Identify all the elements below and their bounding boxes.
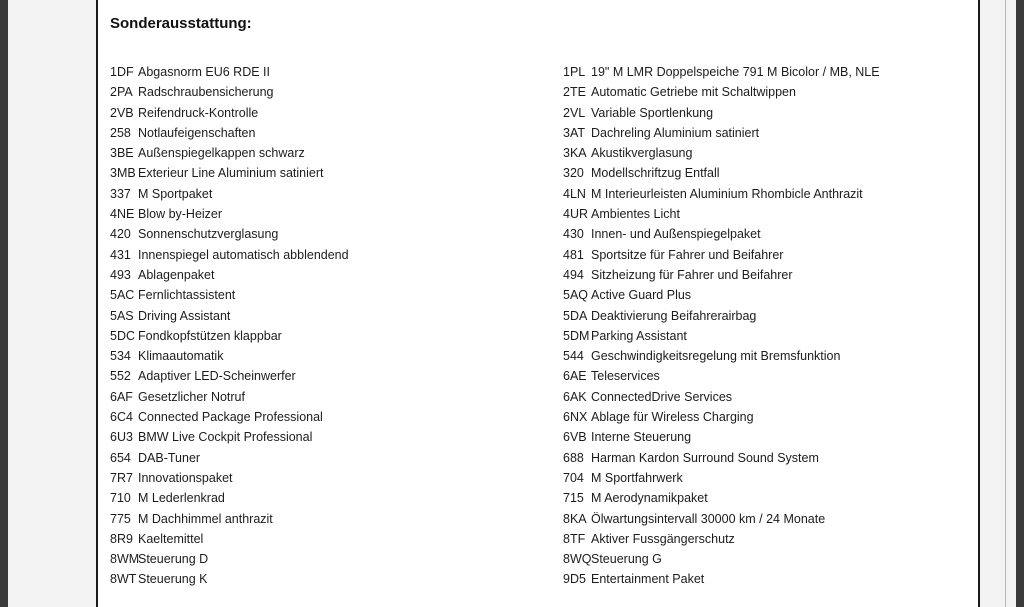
equipment-item (110, 306, 349, 326)
equipment-description: Gesetzlicher Notruf (138, 389, 245, 404)
equipment-code: 320 (563, 166, 584, 181)
equipment-item (110, 326, 349, 346)
equipment-description: Notlaufeigenschaften (138, 125, 256, 140)
equipment-code: 6NX (563, 410, 588, 425)
equipment-code: 5DC (110, 328, 136, 343)
equipment-description: Sonnenschutzverglasung (138, 227, 279, 242)
equipment-code: 2TE (563, 85, 586, 100)
equipment-description: Harman Kardon Surround Sound System (591, 450, 819, 465)
right-divider-line (1005, 0, 1006, 607)
equipment-item (563, 143, 880, 163)
dark-left-border (0, 0, 8, 607)
equipment-code: 6AF (110, 389, 133, 404)
equipment-description: Innovationspaket (138, 470, 233, 485)
equipment-code: 552 (110, 369, 131, 384)
equipment-code: 775 (110, 511, 131, 526)
equipment-code: 6U3 (110, 430, 133, 445)
equipment-description: ConnectedDrive Services (591, 389, 733, 404)
equipment-code: 2VL (563, 105, 586, 120)
equipment-code: 6VB (563, 430, 587, 445)
equipment-code: 3KA (563, 146, 587, 161)
equipment-description: Abgasnorm EU6 RDE II (138, 65, 270, 79)
equipment-code: 6AK (563, 389, 587, 404)
equipment-list-left (110, 62, 349, 590)
equipment-code: 8WQ (563, 552, 592, 567)
equipment-code: 2PA (110, 85, 133, 100)
equipment-code: 4NE (110, 207, 135, 222)
equipment-code: 493 (110, 267, 131, 282)
equipment-description: Active Guard Plus (591, 288, 692, 303)
equipment-description: Reifendruck-Kontrolle (138, 105, 259, 120)
equipment-description: Automatic Getriebe mit Schaltwippen (591, 85, 796, 100)
equipment-item (563, 529, 880, 549)
equipment-code: 3AT (563, 125, 585, 140)
equipment-description: Steuerung G (591, 552, 662, 567)
equipment-item (563, 509, 880, 529)
equipment-code: 4UR (563, 207, 589, 222)
equipment-code: 5AQ (563, 288, 589, 303)
equipment-code: 8KA (563, 511, 587, 526)
equipment-description: Ablagenpaket (138, 267, 215, 282)
equipment-code: 8R9 (110, 531, 133, 546)
equipment-item (110, 387, 349, 407)
equipment-description: M Lederlenkrad (138, 491, 225, 506)
equipment-item (110, 407, 349, 427)
equipment-item (563, 163, 880, 183)
equipment-description: Innen- und Außenspiegelpaket (591, 227, 761, 242)
equipment-item (563, 346, 880, 366)
equipment-item (110, 245, 349, 265)
equipment-description: M Interieurleisten Aluminium Rhombicle Anthrazit (591, 186, 863, 201)
equipment-description: Dachreling Aluminium satiniert (591, 125, 760, 140)
equipment-description: Klimaautomatik (138, 349, 224, 364)
equipment-description: Akustikverglasung (591, 146, 693, 161)
equipment-item (563, 366, 880, 386)
equipment-item (110, 143, 349, 163)
equipment-code: 6C4 (110, 410, 133, 425)
equipment-description: Teleservices (591, 369, 660, 384)
equipment-code: 4LN (563, 186, 586, 201)
equipment-description: Parking Assistant (591, 328, 687, 343)
equipment-item (563, 326, 880, 346)
equipment-code: 3BE (110, 146, 134, 161)
equipment-item (110, 366, 349, 386)
equipment-description: M Sportfahrwerk (591, 470, 683, 485)
equipment-code: 715 (563, 491, 584, 506)
equipment-description: Connected Package Professional (138, 410, 323, 425)
document-page (96, 0, 980, 607)
equipment-item (110, 346, 349, 366)
equipment-code: 3MB (110, 166, 136, 181)
equipment-code: 5AC (110, 288, 135, 303)
equipment-code: 5AS (110, 308, 134, 323)
equipment-code: 8WT (110, 572, 137, 587)
equipment-description: Aktiver Fussgängerschutz (591, 531, 735, 546)
equipment-code: 7R7 (110, 470, 133, 485)
equipment-item (563, 448, 880, 468)
equipment-description: Ablage für Wireless Charging (591, 410, 754, 425)
equipment-item (110, 62, 349, 82)
equipment-item (563, 204, 880, 224)
equipment-code: 430 (563, 227, 584, 242)
equipment-item (563, 184, 880, 204)
equipment-item (110, 103, 349, 123)
equipment-description: Fondkopfstützen klappbar (138, 328, 282, 343)
equipment-description: Ambientes Licht (591, 207, 680, 222)
equipment-code: 688 (563, 450, 584, 465)
equipment-item (563, 82, 880, 102)
equipment-item (563, 468, 880, 488)
equipment-code: 431 (110, 247, 131, 262)
equipment-code: 5DA (563, 308, 588, 323)
equipment-description: Exterieur Line Aluminium satiniert (138, 166, 324, 181)
equipment-code: 420 (110, 227, 131, 242)
equipment-description: Adaptiver LED-Scheinwerfer (138, 369, 296, 384)
equipment-code: 8WM (110, 552, 140, 567)
equipment-code: 9D5 (563, 572, 586, 587)
equipment-item (563, 549, 880, 569)
equipment-description: Steuerung D (138, 552, 209, 567)
equipment-description: Geschwindigkeitsregelung mit Bremsfunktion (591, 349, 841, 364)
equipment-description: BMW Live Cockpit Professional (138, 430, 313, 445)
equipment-description: Ölwartungsintervall 30000 km / 24 Monate (591, 511, 826, 526)
equipment-code: 710 (110, 491, 131, 506)
equipment-description: 19" M LMR Doppelspeiche 791 M Bicolor / MB, NLE (591, 65, 880, 79)
equipment-item (110, 448, 349, 468)
equipment-description: Innenspiegel automatisch abblendend (138, 247, 349, 262)
equipment-code: 2VB (110, 105, 134, 120)
equipment-list-right (563, 62, 880, 590)
equipment-item (110, 427, 349, 447)
equipment-item (110, 163, 349, 183)
equipment-description: Entertainment Paket (591, 572, 705, 587)
equipment-description: M Aerodynamikpaket (591, 491, 708, 506)
equipment-code: 1PL (563, 65, 586, 79)
equipment-item (110, 123, 349, 143)
equipment-description: Blow by-Heizer (138, 207, 223, 222)
equipment-description: Fernlichtassistent (138, 288, 236, 303)
equipment-description: Deaktivierung Beifahrerairbag (591, 308, 757, 323)
equipment-item (110, 184, 349, 204)
equipment-item (110, 82, 349, 102)
equipment-item (563, 62, 880, 82)
equipment-item (110, 509, 349, 529)
section-heading: Sonderausstattung: (110, 15, 252, 32)
equipment-description: Außenspiegelkappen schwarz (138, 146, 305, 161)
equipment-description: Modellschriftzug Entfall (591, 166, 720, 181)
equipment-description: Sportsitze für Fahrer und Beifahrer (591, 247, 784, 262)
dark-right-border (1016, 0, 1024, 607)
equipment-code: 704 (563, 470, 584, 485)
equipment-code: 6AE (563, 369, 587, 384)
equipment-code: 534 (110, 349, 131, 364)
equipment-item (563, 306, 880, 326)
equipment-code: 654 (110, 450, 131, 465)
equipment-description: Kaeltemittel (138, 531, 204, 546)
equipment-description: Variable Sportlenkung (591, 105, 714, 120)
equipment-item (563, 387, 880, 407)
equipment-item (110, 468, 349, 488)
equipment-code: 5DM (563, 328, 590, 343)
equipment-description: M Dachhimmel anthrazit (138, 511, 273, 526)
equipment-code: 337 (110, 186, 131, 201)
equipment-description: Interne Steuerung (591, 430, 692, 445)
equipment-item (563, 123, 880, 143)
equipment-item (110, 285, 349, 305)
equipment-item (110, 529, 349, 549)
equipment-description: Steuerung K (138, 572, 208, 587)
equipment-item (110, 204, 349, 224)
equipment-item (110, 265, 349, 285)
equipment-item (110, 569, 349, 589)
equipment-item (563, 427, 880, 447)
equipment-description: Radschraubensicherung (138, 85, 274, 100)
equipment-description: Driving Assistant (138, 308, 231, 323)
equipment-item (563, 488, 880, 508)
equipment-item (110, 488, 349, 508)
equipment-item (563, 285, 880, 305)
equipment-description: Sitzheizung für Fahrer und Beifahrer (591, 267, 793, 282)
equipment-description: M Sportpaket (138, 186, 213, 201)
equipment-item (563, 407, 880, 427)
equipment-item (563, 224, 880, 244)
equipment-code: 1DF (110, 65, 134, 79)
equipment-item (110, 549, 349, 569)
equipment-description: DAB-Tuner (138, 450, 201, 465)
equipment-item (563, 569, 880, 589)
equipment-item (563, 245, 880, 265)
equipment-item (563, 103, 880, 123)
equipment-code: 8TF (563, 531, 586, 546)
equipment-code: 494 (563, 267, 584, 282)
equipment-item (110, 224, 349, 244)
equipment-code: 258 (110, 125, 131, 140)
equipment-item (563, 265, 880, 285)
equipment-code: 481 (563, 247, 584, 262)
equipment-code: 544 (563, 349, 584, 364)
